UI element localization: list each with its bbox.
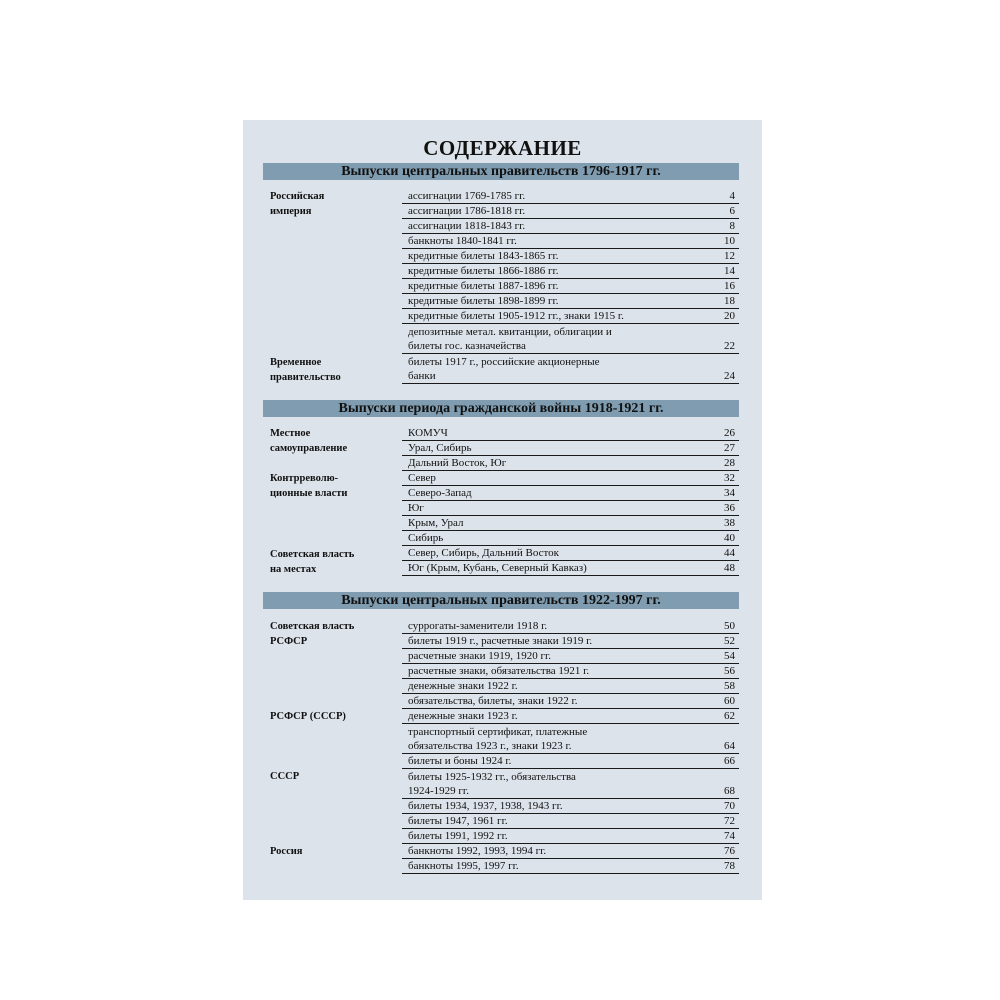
- category-provisional-government: Временное правительство: [270, 357, 341, 383]
- section-rows: [402, 426, 739, 576]
- toc-row-label: кредитные билеты 1898-1899 гг.: [408, 295, 559, 307]
- category-soviet-rsfsr: Советская власть РСФСР: [270, 621, 355, 647]
- toc-row-page-number: 72: [724, 815, 735, 827]
- toc-row[interactable]: [402, 294, 739, 309]
- toc-row[interactable]: [402, 754, 739, 769]
- toc-row-page-number: 18: [724, 295, 735, 307]
- toc-row[interactable]: [402, 769, 739, 784]
- toc-row[interactable]: [402, 784, 739, 799]
- toc-row[interactable]: [402, 844, 739, 859]
- toc-row[interactable]: [402, 814, 739, 829]
- toc-row[interactable]: [402, 634, 739, 649]
- section-heading-1918-1921: Выпуски периода гражданской войны 1918-1921 гг.: [263, 400, 739, 417]
- toc-row[interactable]: [402, 249, 739, 264]
- toc-row-page-number: 48: [724, 562, 735, 574]
- toc-row-label: Север, Сибирь, Дальний Восток: [408, 547, 559, 559]
- toc-row-label: кредитные билеты 1866-1886 гг.: [408, 265, 559, 277]
- category-local-government: Местное самоуправление: [270, 428, 348, 454]
- toc-row-page-number: 12: [724, 250, 735, 262]
- toc-row[interactable]: [402, 531, 739, 546]
- toc-row-page-number: 27: [724, 442, 735, 454]
- toc-row-label: ассигнации 1818-1843 гг.: [408, 220, 526, 232]
- toc-row-page-number: 32: [724, 472, 735, 484]
- toc-row-label: денежные знаки 1923 г.: [408, 710, 518, 722]
- toc-row[interactable]: [402, 471, 739, 486]
- toc-row-label: суррогаты-заменители 1918 г.: [408, 620, 548, 632]
- toc-row-page-number: 20: [724, 310, 735, 322]
- toc-row[interactable]: [402, 739, 739, 754]
- toc-row-page-number: 22: [724, 340, 735, 352]
- toc-row-label: 1924-1929 гг.: [408, 785, 469, 797]
- toc-row[interactable]: [402, 799, 739, 814]
- toc-row-page-number: 38: [724, 517, 735, 529]
- toc-row[interactable]: [402, 279, 739, 294]
- toc-row[interactable]: [402, 441, 739, 456]
- toc-row[interactable]: [402, 709, 739, 724]
- toc-row-page-number: 74: [724, 830, 735, 842]
- toc-row-label: Юг: [408, 502, 424, 514]
- toc-row-page-number: 8: [729, 220, 735, 232]
- toc-row-page-number: 4: [729, 190, 735, 202]
- toc-row[interactable]: [402, 369, 739, 384]
- toc-row[interactable]: [402, 234, 739, 249]
- toc-row[interactable]: [402, 664, 739, 679]
- toc-row-label: кредитные билеты 1843-1865 гг.: [408, 250, 559, 262]
- toc-row-label: билеты 1934, 1937, 1938, 1943 гг.: [408, 800, 563, 812]
- category-ussr: СССР: [270, 771, 300, 782]
- category-rsfsr-ussr: РСФСР (СССР): [270, 711, 346, 722]
- toc-row-page-number: 6: [729, 205, 735, 217]
- toc-row-label: транспортный сертификат, платежные: [408, 726, 588, 738]
- toc-row[interactable]: [402, 486, 739, 501]
- toc-row-label: билеты 1947, 1961 гг.: [408, 815, 508, 827]
- toc-row-label: билеты гос. казначейства: [408, 340, 526, 352]
- toc-row-label: Дальний Восток, Юг: [408, 457, 507, 469]
- toc-row[interactable]: [402, 456, 739, 471]
- toc-row-page-number: 70: [724, 800, 735, 812]
- toc-row-label: банки: [408, 370, 436, 382]
- toc-row[interactable]: [402, 354, 739, 369]
- toc-row[interactable]: [402, 309, 739, 324]
- toc-row-label: Север: [408, 472, 436, 484]
- category-soviet-local: Советская власть на местах: [270, 549, 355, 575]
- toc-row-label: КОМУЧ: [408, 427, 448, 439]
- toc-row-label: билеты 1925-1932 гг., обязательства: [408, 771, 576, 783]
- toc-row[interactable]: [402, 679, 739, 694]
- toc-row-label: Северо-Запад: [408, 487, 472, 499]
- toc-row-page-number: 64: [724, 740, 735, 752]
- toc-row[interactable]: [402, 264, 739, 279]
- toc-row-label: расчетные знаки 1919, 1920 гг.: [408, 650, 552, 662]
- toc-row-page-number: 78: [724, 860, 735, 872]
- toc-row[interactable]: [402, 829, 739, 844]
- toc-row-page-number: 52: [724, 635, 735, 647]
- section-heading-1796-1917: Выпуски центральных правительств 1796-1917 гг.: [263, 163, 739, 180]
- contents-page: [243, 120, 762, 900]
- category-russian-empire: Российская империя: [270, 191, 325, 217]
- toc-row[interactable]: [402, 426, 739, 441]
- toc-row-page-number: 26: [724, 427, 735, 439]
- toc-row[interactable]: [402, 724, 739, 739]
- toc-row-label: билеты 1917 г., российские акционерные: [408, 356, 600, 368]
- toc-row-page-number: 54: [724, 650, 735, 662]
- toc-row-label: Урал, Сибирь: [408, 442, 472, 454]
- toc-row-label: билеты 1991, 1992 гг.: [408, 830, 508, 842]
- toc-row-page-number: 44: [724, 547, 735, 559]
- toc-row-label: билеты 1919 г., расчетные знаки 1919 г.: [408, 635, 593, 647]
- section-heading-1922-1997: Выпуски центральных правительств 1922-1997 гг.: [263, 592, 739, 609]
- toc-row[interactable]: [402, 339, 739, 354]
- toc-row-page-number: 60: [724, 695, 735, 707]
- toc-row[interactable]: [402, 546, 739, 561]
- toc-row-page-number: 16: [724, 280, 735, 292]
- toc-row-label: депозитные метал. квитанции, облигации и: [408, 326, 612, 338]
- section-rows: [402, 189, 739, 384]
- toc-row-label: обязательства 1923 г., знаки 1923 г.: [408, 740, 572, 752]
- toc-row-label: денежные знаки 1922 г.: [408, 680, 518, 692]
- toc-row-label: банкноты 1840-1841 гг.: [408, 235, 517, 247]
- toc-row-label: ассигнации 1769-1785 гг.: [408, 190, 526, 202]
- toc-row-label: Юг (Крым, Кубань, Северный Кавказ): [408, 562, 587, 574]
- toc-row-label: билеты и боны 1924 г.: [408, 755, 512, 767]
- toc-row-page-number: 50: [724, 620, 735, 632]
- toc-row[interactable]: [402, 501, 739, 516]
- toc-row-page-number: 58: [724, 680, 735, 692]
- toc-row-label: обязательства, билеты, знаки 1922 г.: [408, 695, 578, 707]
- toc-row-page-number: 10: [724, 235, 735, 247]
- toc-row[interactable]: [402, 649, 739, 664]
- category-russia: Россия: [270, 846, 303, 857]
- toc-row[interactable]: [402, 204, 739, 219]
- toc-row-page-number: 28: [724, 457, 735, 469]
- toc-row-label: Крым, Урал: [408, 517, 464, 529]
- toc-row-label: расчетные знаки, обязательства 1921 г.: [408, 665, 590, 677]
- page-title: СОДЕРЖАНИЕ: [423, 136, 582, 160]
- toc-row[interactable]: [402, 324, 739, 339]
- toc-row[interactable]: [402, 694, 739, 709]
- toc-row[interactable]: [402, 189, 739, 204]
- toc-row[interactable]: [402, 219, 739, 234]
- toc-row-page-number: 14: [724, 265, 735, 277]
- toc-row-page-number: 56: [724, 665, 735, 677]
- toc-row-label: кредитные билеты 1905-1912 гг., знаки 1915 г.: [408, 310, 624, 322]
- toc-row[interactable]: [402, 859, 739, 874]
- toc-row-page-number: 34: [724, 487, 735, 499]
- toc-row-page-number: 76: [724, 845, 735, 857]
- toc-row[interactable]: [402, 516, 739, 531]
- toc-row-page-number: 66: [724, 755, 735, 767]
- category-counterrevolutionary: Контрреволю- ционные власти: [270, 473, 348, 499]
- toc-row[interactable]: [402, 619, 739, 634]
- toc-row-label: банкноты 1992, 1993, 1994 гг.: [408, 845, 547, 857]
- toc-row[interactable]: [402, 561, 739, 576]
- section-rows: [402, 619, 739, 874]
- toc-row-label: банкноты 1995, 1997 гг.: [408, 860, 519, 872]
- toc-row-label: кредитные билеты 1887-1896 гг.: [408, 280, 559, 292]
- toc-row-page-number: 62: [724, 710, 735, 722]
- toc-row-page-number: 36: [724, 502, 735, 514]
- toc-row-page-number: 68: [724, 785, 735, 797]
- toc-row-page-number: 24: [724, 370, 735, 382]
- toc-row-label: Сибирь: [408, 532, 444, 544]
- toc-row-page-number: 40: [724, 532, 735, 544]
- toc-row-label: ассигнации 1786-1818 гг.: [408, 205, 526, 217]
